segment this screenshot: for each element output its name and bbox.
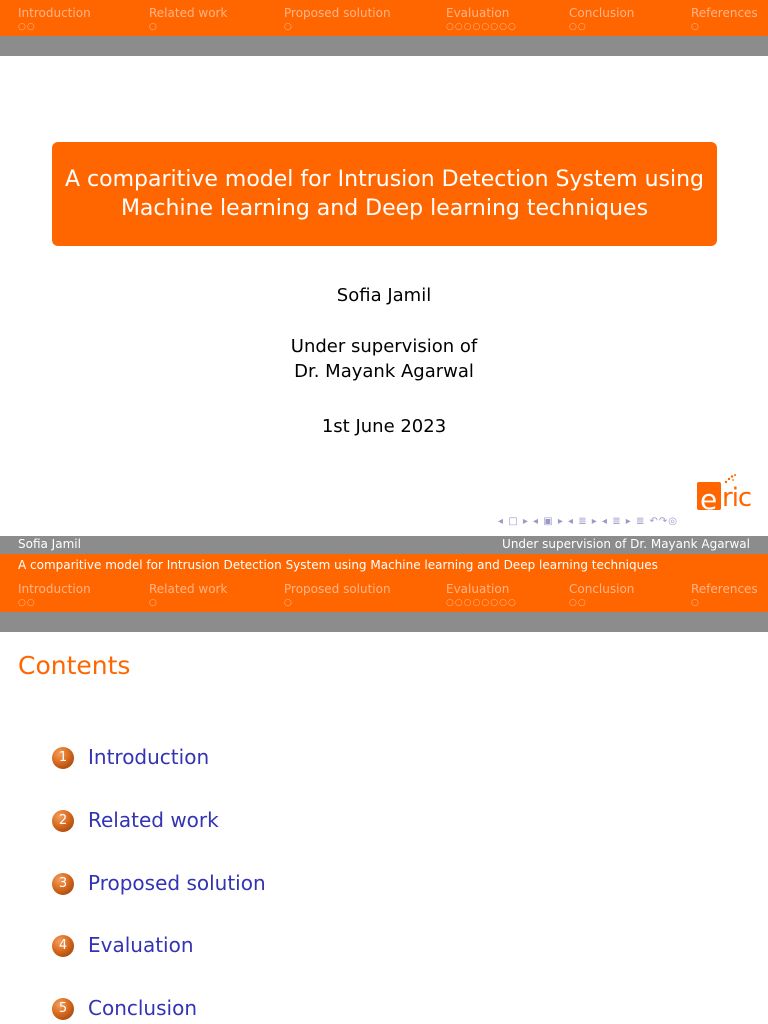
- toc-link[interactable]: Evaluation: [88, 933, 194, 957]
- nav-section-label: Introduction: [18, 582, 91, 596]
- nav-section-label: Conclusion: [569, 582, 635, 596]
- author-name: Sofia Jamil: [336, 285, 432, 306]
- nav-section-introduction[interactable]: [18, 582, 91, 608]
- nav-section-dots[interactable]: ○: [149, 598, 158, 608]
- nav-section-dots[interactable]: ○○○○○○○○: [446, 598, 517, 608]
- eric-logo: [697, 474, 763, 512]
- footer-supervisor: Under supervision of Dr. Mayank Agarwal: [502, 537, 750, 551]
- nav-section-evaluation[interactable]: [446, 6, 517, 32]
- supervision-label: Under supervision of: [290, 336, 478, 357]
- nav-section-dots[interactable]: ○: [284, 598, 293, 608]
- toc-link[interactable]: Introduction: [88, 745, 210, 769]
- footer-title: A comparitive model for Intrusion Detection System using Machine learning and Deep learning techniques: [18, 558, 658, 572]
- presentation-title-line-2: Machine learning and Deep learning techniques: [120, 196, 649, 221]
- presentation-date: 1st June 2023: [321, 416, 447, 437]
- presentation-title-box: [52, 142, 717, 246]
- footer-title-bar: [0, 554, 768, 576]
- nav-section-dots[interactable]: ○○: [569, 598, 587, 608]
- footer-info-bar: [0, 536, 768, 554]
- nav-section-dots[interactable]: ○○: [569, 22, 587, 32]
- nav-section-label: References: [691, 582, 758, 596]
- toc-number-ball: 4: [52, 935, 74, 957]
- section-navigation-bar-2: [0, 576, 768, 612]
- nav-section-label: Introduction: [18, 6, 91, 20]
- toc-link[interactable]: Proposed solution: [88, 871, 266, 895]
- nav-section-label: Conclusion: [569, 6, 635, 20]
- nav-section-evaluation[interactable]: [446, 582, 517, 608]
- nav-section-label: References: [691, 6, 758, 20]
- nav-section-conclusion[interactable]: [569, 6, 634, 32]
- toc-number-ball: 5: [52, 998, 74, 1020]
- logo-text: ric: [722, 483, 752, 512]
- nav-section-label: Proposed solution: [284, 582, 391, 596]
- section-navigation-bar: [0, 0, 768, 36]
- footer-author: Sofia Jamil: [18, 537, 81, 551]
- header-divider-bar-2: [0, 612, 768, 632]
- nav-section-label: Evaluation: [446, 6, 510, 20]
- nav-section-label: Related work: [149, 6, 228, 20]
- nav-section-label: Related work: [149, 582, 228, 596]
- beamer-navigation-controls[interactable]: ◂ □ ▸ ◂ ▣ ▸ ◂ ≣ ▸ ◂ ≣ ▸ ≣ ↶↷◎: [498, 516, 678, 527]
- toc-link[interactable]: Conclusion: [88, 996, 197, 1020]
- nav-section-references[interactable]: [691, 6, 758, 32]
- nav-section-dots[interactable]: ○○: [18, 22, 36, 32]
- nav-section-introduction[interactable]: [18, 6, 91, 32]
- toc-link[interactable]: Related work: [88, 808, 219, 832]
- nav-section-label: Proposed solution: [284, 6, 391, 20]
- toc-number-ball: 2: [52, 810, 74, 832]
- nav-section-dots[interactable]: ○: [691, 598, 700, 608]
- nav-section-dots[interactable]: ○: [284, 22, 293, 32]
- contents-title: Contents: [18, 651, 131, 680]
- nav-section-dots[interactable]: ○○: [18, 598, 36, 608]
- nav-section-dots[interactable]: ○: [691, 22, 700, 32]
- nav-section-proposed-solution[interactable]: [284, 582, 391, 608]
- toc-number-ball: 1: [52, 747, 74, 769]
- nav-section-label: Evaluation: [446, 582, 510, 596]
- supervisor-name: Dr. Mayank Agarwal: [294, 361, 474, 382]
- presentation-title-line-1: A comparitive model for Intrusion Detection System using: [65, 167, 704, 192]
- toc-number-ball: 3: [52, 873, 74, 895]
- logo-letter-e: e: [700, 483, 718, 512]
- nav-section-dots[interactable]: ○○○○○○○○: [446, 22, 517, 32]
- nav-section-dots[interactable]: ○: [149, 22, 158, 32]
- nav-section-related-work[interactable]: [149, 582, 227, 608]
- nav-section-proposed-solution[interactable]: [284, 6, 391, 32]
- nav-section-references[interactable]: [691, 582, 758, 608]
- header-divider-bar: [0, 36, 768, 56]
- logo-box: [697, 482, 721, 510]
- nav-section-related-work[interactable]: [149, 6, 227, 32]
- nav-section-conclusion[interactable]: [569, 582, 634, 608]
